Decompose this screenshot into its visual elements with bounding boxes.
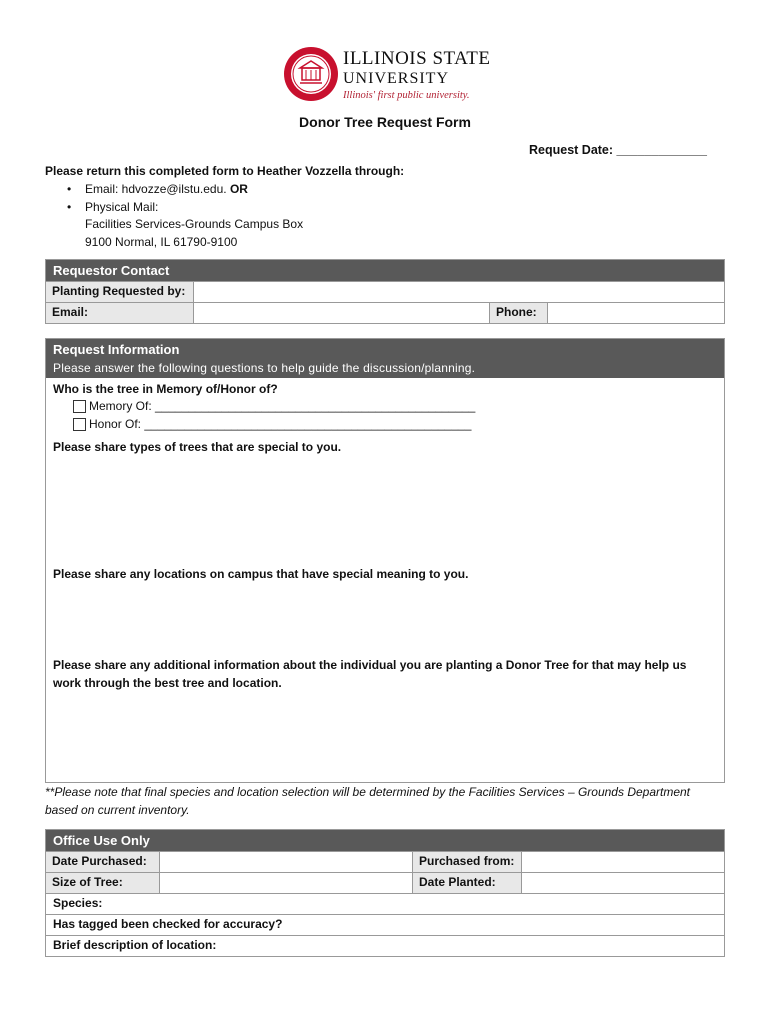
office-use-header: Office Use Only <box>46 830 724 851</box>
planting-requested-row <box>46 281 724 302</box>
additional-info-question <box>53 656 686 692</box>
size-planted-row <box>46 872 724 893</box>
phone-label: Phone: <box>490 303 548 323</box>
honor-of-checkbox[interactable] <box>73 418 86 431</box>
email-method <box>45 181 303 199</box>
university-logo <box>283 46 493 106</box>
email-label: Email: <box>46 303 194 323</box>
purchased-from-input[interactable] <box>522 852 724 872</box>
request-information-header: Request Information <box>46 339 724 360</box>
form-title: Donor Tree Request Form <box>299 114 471 130</box>
memory-of-label: Memory Of: ________________________________________________ <box>89 399 476 413</box>
email-or: OR <box>229 182 248 196</box>
planting-requested-label: Planting Requested by: <box>46 282 194 302</box>
return-instructions-heading: Please return this completed form to Heather Vozzella through: <box>45 164 405 178</box>
requestor-contact-section <box>45 259 725 324</box>
university-seal-icon <box>283 46 339 102</box>
memory-of-option[interactable] <box>73 399 475 413</box>
return-methods-list <box>45 181 303 251</box>
email-method-text: Email: hdvozze@ilstu.edu. <box>85 182 227 196</box>
logo-wordmark-line2: UNIVERSITY <box>343 70 449 87</box>
honor-of-option[interactable] <box>73 417 471 431</box>
mail-method: • Physical Mail: <box>45 199 303 217</box>
date-planted-label: Date Planted: <box>413 873 522 893</box>
request-date-field[interactable]: Request Date: _____________ <box>529 143 707 157</box>
note-line1: **Please note that final species and location selection will be determined by the Facilities Services – Grounds Department <box>45 785 691 799</box>
phone-input[interactable] <box>548 303 724 323</box>
mail-address-line2: 9100 Normal, IL 61790-9100 <box>85 234 238 249</box>
size-of-tree-input[interactable] <box>160 873 413 893</box>
additional-info-question-line2: work through the best tree and location. <box>53 676 282 690</box>
honor-of-label: Honor Of: _________________________________________________ <box>89 417 472 431</box>
species-row[interactable]: Species: <box>46 893 724 914</box>
request-information-section <box>45 338 725 783</box>
note-line2: based on current inventory. <box>45 803 190 817</box>
date-purchased-row <box>46 851 724 872</box>
date-purchased-label: Date Purchased: <box>46 852 160 872</box>
planting-requested-input[interactable] <box>194 282 724 302</box>
purchased-from-label: Purchased from: <box>413 852 522 872</box>
additional-info-question-line1: Please share any additional information about the individual you are planting a Donor Tree for that may help us <box>53 658 687 672</box>
date-planted-input[interactable] <box>522 873 724 893</box>
species-selection-note <box>45 783 735 819</box>
tag-check-row[interactable]: Has tagged been checked for accuracy? <box>46 914 724 935</box>
request-information-subheader: Please answer the following questions to help guide the discussion/planning. <box>46 360 724 378</box>
logo-wordmark-line1: ILLINOIS STATE <box>343 48 491 69</box>
logo-tagline: Illinois' first public university. <box>343 90 470 101</box>
email-phone-row <box>46 302 724 323</box>
size-of-tree-label: Size of Tree: <box>46 873 160 893</box>
campus-locations-question: Please share any locations on campus that have special meaning to you. <box>53 567 469 581</box>
date-purchased-input[interactable] <box>160 852 413 872</box>
memory-honor-question: Who is the tree in Memory of/Honor of? <box>53 382 278 396</box>
memory-of-checkbox[interactable] <box>73 400 86 413</box>
requestor-contact-header: Requestor Contact <box>46 260 724 281</box>
mail-address-line1: Facilities Services-Grounds Campus Box <box>85 217 304 231</box>
location-description-row[interactable]: Brief description of location: <box>46 935 724 956</box>
special-trees-question: Please share types of trees that are special to you. <box>53 440 342 454</box>
email-input[interactable] <box>194 303 490 323</box>
office-use-section <box>45 829 725 957</box>
